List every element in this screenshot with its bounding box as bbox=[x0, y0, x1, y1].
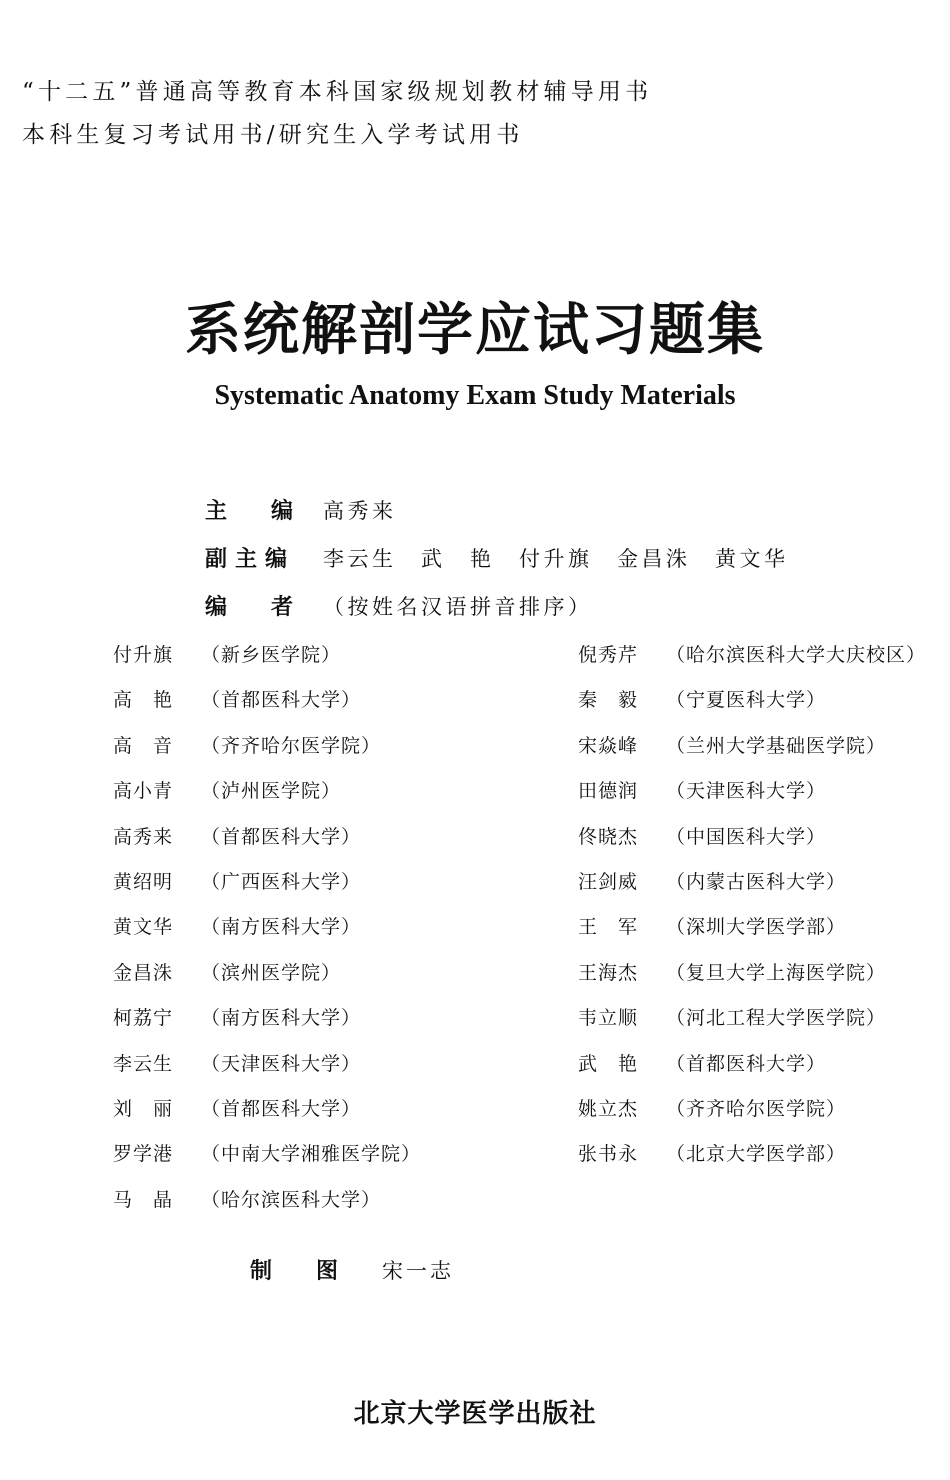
editor-name: 佟晓杰 bbox=[578, 825, 639, 848]
editor-affiliation: （首都医科大学） bbox=[666, 1052, 827, 1075]
editor-name: 黄文华 bbox=[113, 916, 174, 939]
editor-affiliation: （宁夏医科大学） bbox=[666, 689, 827, 712]
editor-name: 宋焱峰 bbox=[578, 734, 639, 757]
deputy-editors-row bbox=[205, 542, 789, 573]
chief-editor-name: 高秀来 bbox=[323, 499, 397, 523]
book-title: 系统解剖学应试习题集 bbox=[185, 298, 765, 363]
editor-entry bbox=[113, 1139, 421, 1166]
editor-affiliation: （哈尔滨医科大学） bbox=[201, 1188, 382, 1211]
editor-entry bbox=[578, 958, 886, 985]
editor-name: 王 军 bbox=[578, 916, 639, 939]
editor-name: 李云生 bbox=[113, 1052, 174, 1075]
editor-name: 罗学港 bbox=[113, 1143, 174, 1166]
editor-name: 金昌洙 bbox=[113, 961, 174, 984]
editor-entry bbox=[578, 685, 826, 712]
editor-entry bbox=[113, 912, 361, 939]
book-title-english: Systematic Anatomy Exam Study Materials bbox=[214, 380, 736, 411]
editors-row bbox=[205, 590, 593, 621]
editor-affiliation: （首都医科大学） bbox=[201, 1098, 362, 1120]
editor-entry bbox=[578, 822, 826, 849]
editor-entry bbox=[113, 822, 361, 849]
editor-name: 高 艳 bbox=[113, 689, 174, 712]
editor-affiliation: （哈尔滨医科大学大庆校区） bbox=[666, 644, 927, 666]
editor-affiliation: （河北工程大学医学院） bbox=[666, 1007, 887, 1030]
editor-name: 田德润 bbox=[578, 780, 639, 803]
editor-entry bbox=[113, 685, 361, 712]
editor-entry bbox=[113, 1049, 361, 1076]
editor-entry bbox=[578, 731, 886, 758]
editor-name: 黄绍明 bbox=[113, 871, 174, 893]
illustrator-name: 宋一志 bbox=[382, 1259, 454, 1283]
editor-name: 汪剑威 bbox=[578, 871, 639, 893]
editor-affiliation: （复旦大学上海医学院） bbox=[666, 961, 887, 984]
editor-affiliation: （中南大学湘雅医学院） bbox=[201, 1143, 422, 1166]
editor-affiliation: （齐齐哈尔医学院） bbox=[201, 734, 382, 757]
editor-entry bbox=[113, 1094, 361, 1121]
editor-entry bbox=[113, 867, 361, 894]
editor-affiliation: （泸州医学院） bbox=[201, 780, 342, 803]
deputy-editors-label: 副主编 bbox=[205, 547, 296, 572]
editor-entry bbox=[578, 1003, 886, 1030]
editor-affiliation: （首都医科大学） bbox=[201, 825, 362, 848]
editor-entry bbox=[113, 731, 381, 758]
editor-entry bbox=[578, 1094, 846, 1121]
editor-affiliation: （新乡医学院） bbox=[201, 644, 342, 666]
editor-name: 柯荔宁 bbox=[113, 1007, 174, 1030]
editor-name: 张书永 bbox=[578, 1143, 639, 1166]
editor-affiliation: （中国医科大学） bbox=[666, 825, 827, 848]
editor-name: 韦立顺 bbox=[578, 1007, 639, 1030]
editor-entry bbox=[578, 1049, 826, 1076]
editor-affiliation: （内蒙古医科大学） bbox=[666, 871, 847, 893]
deputy-editors-names: 李云生 武 艳 付升旗 金昌洙 黄文华 bbox=[323, 547, 789, 571]
editor-name: 高 音 bbox=[113, 734, 174, 757]
editor-name: 高秀来 bbox=[113, 825, 174, 848]
editor-name: 高小青 bbox=[113, 780, 174, 803]
editor-entry bbox=[113, 958, 341, 985]
editor-entry bbox=[578, 912, 846, 939]
editor-name: 姚立杰 bbox=[578, 1098, 639, 1120]
editors-note: （按姓名汉语拼音排序） bbox=[323, 595, 593, 619]
editor-affiliation: （广西医科大学） bbox=[201, 871, 362, 893]
chief-editor-label: 主 编 bbox=[205, 499, 294, 524]
editor-affiliation: （深圳大学医学部） bbox=[666, 916, 847, 939]
editor-affiliation: （天津医科大学） bbox=[666, 780, 827, 803]
editor-entry bbox=[113, 776, 341, 803]
editor-affiliation: （首都医科大学） bbox=[201, 689, 362, 712]
editors-label: 编 者 bbox=[205, 595, 294, 620]
editor-name: 倪秀芹 bbox=[578, 644, 639, 666]
editor-affiliation: （滨州医学院） bbox=[201, 961, 342, 984]
publisher-name: 北京大学医学出版社 bbox=[353, 1399, 597, 1429]
series-line-1: “十二五”普通高等教育本科国家级规划教材辅导用书 bbox=[22, 79, 653, 105]
editor-entry bbox=[578, 1139, 846, 1166]
editor-affiliation: （南方医科大学） bbox=[201, 1007, 362, 1030]
editor-name: 马 晶 bbox=[113, 1188, 174, 1211]
editor-name: 刘 丽 bbox=[113, 1098, 174, 1120]
editor-affiliation: （天津医科大学） bbox=[201, 1052, 362, 1075]
illustrator-row bbox=[250, 1254, 454, 1285]
chief-editor-row bbox=[205, 494, 397, 525]
editor-entry bbox=[113, 1003, 361, 1030]
editor-affiliation: （北京大学医学部） bbox=[666, 1143, 847, 1166]
editor-name: 武 艳 bbox=[578, 1052, 639, 1075]
editor-entry bbox=[113, 1185, 381, 1212]
editor-affiliation: （兰州大学基础医学院） bbox=[666, 734, 887, 757]
editor-name: 秦 毅 bbox=[578, 689, 639, 712]
illustrator-label: 制 图 bbox=[250, 1259, 339, 1284]
editor-entry bbox=[578, 776, 826, 803]
editor-affiliation: （齐齐哈尔医学院） bbox=[666, 1098, 847, 1120]
editor-entry bbox=[113, 640, 341, 667]
editor-name: 王海杰 bbox=[578, 961, 639, 984]
editor-entry bbox=[578, 867, 846, 894]
editor-affiliation: （南方医科大学） bbox=[201, 916, 362, 939]
series-line-2: 本科生复习考试用书/研究生入学考试用书 bbox=[22, 122, 524, 148]
editor-entry bbox=[578, 640, 926, 667]
editor-name: 付升旗 bbox=[113, 644, 174, 666]
